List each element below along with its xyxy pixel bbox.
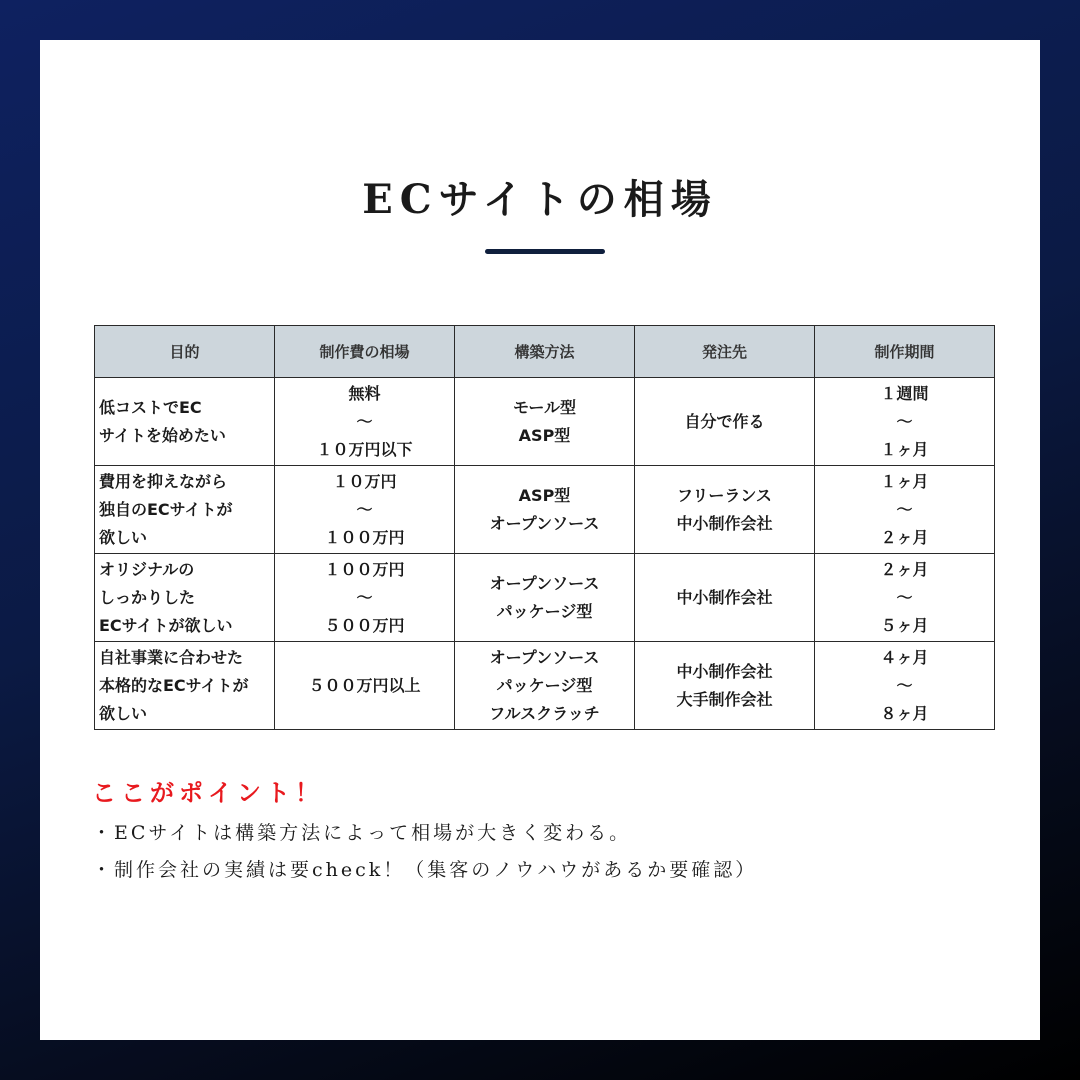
cell-cost — [275, 378, 455, 466]
cell-line: 欲しい — [99, 703, 148, 723]
cell-line: 中小制作会社 — [676, 661, 773, 681]
cell-period — [815, 466, 995, 554]
cell-line: ４ヶ月 — [880, 647, 929, 667]
cell-line: 欲しい — [99, 527, 148, 547]
cell-cost — [275, 466, 455, 554]
cell-line: 〜 — [896, 411, 913, 431]
point-note: ・ECサイトは構築方法によって相場が大きく変わる。 — [92, 822, 632, 844]
table-row — [95, 466, 995, 554]
cell-cost — [275, 642, 455, 730]
page-title: ECサイトの相場 — [362, 176, 718, 223]
cell-method — [455, 554, 635, 642]
header-purpose: 目的 — [95, 326, 275, 378]
cell-line: 中小制作会社 — [676, 587, 773, 607]
cell-line: １０万円以下 — [316, 439, 413, 459]
cell-line: オープンソース — [489, 573, 600, 593]
header-method: 構築方法 — [455, 326, 635, 378]
cell-line: 〜 — [356, 587, 373, 607]
cell-line: 費用を抑えながら — [99, 471, 228, 491]
cell-line: １ヶ月 — [880, 439, 929, 459]
cell-line: ５００万円以上 — [308, 675, 421, 695]
table-header-row — [95, 326, 995, 378]
table-row — [95, 554, 995, 642]
cell-line: 〜 — [896, 587, 913, 607]
point-heading: ここがポイント！ — [92, 779, 324, 807]
cell-method — [455, 466, 635, 554]
cell-line: 〜 — [356, 499, 373, 519]
header-vendor: 発注先 — [635, 326, 815, 378]
cell-line: オリジナルの — [99, 559, 195, 579]
cell-line: 自社事業に合わせた — [99, 647, 244, 667]
pricing-table — [94, 325, 995, 730]
cell-line: フルスクラッチ — [489, 703, 600, 723]
cell-line: 低コストでEC — [99, 397, 202, 417]
cell-line: パッケージ型 — [496, 601, 593, 621]
header-period: 制作期間 — [815, 326, 995, 378]
cell-line: １００万円 — [324, 527, 405, 547]
cell-purpose — [95, 466, 275, 554]
cell-line: ASP型 — [518, 485, 571, 505]
cell-line: ５００万円 — [324, 615, 405, 635]
cell-line: ５ヶ月 — [880, 615, 929, 635]
cell-vendor — [635, 554, 815, 642]
point-notes — [92, 820, 757, 894]
cell-cost — [275, 554, 455, 642]
cell-line: ８ヶ月 — [880, 703, 929, 723]
cell-line: 独自のECサイトが — [99, 499, 233, 519]
cell-purpose — [95, 554, 275, 642]
cell-line: オープンソース — [489, 513, 600, 533]
cell-line: １０万円 — [332, 471, 397, 491]
cell-vendor — [635, 378, 815, 466]
cell-line: オープンソース — [489, 647, 600, 667]
cell-line: 大手制作会社 — [676, 689, 773, 709]
content-card — [40, 40, 1040, 1040]
cell-vendor — [635, 466, 815, 554]
table-row — [95, 378, 995, 466]
cell-line: １週間 — [880, 383, 929, 403]
cell-purpose — [95, 642, 275, 730]
cell-line: 〜 — [356, 411, 373, 431]
cell-vendor — [635, 642, 815, 730]
cell-method — [455, 642, 635, 730]
table-row — [95, 642, 995, 730]
cell-line: 無料 — [348, 383, 381, 403]
cell-period — [815, 642, 995, 730]
cell-line: サイトを始めたい — [99, 425, 226, 445]
cell-purpose — [95, 378, 275, 466]
cell-line: 自分で作る — [684, 411, 765, 431]
cell-period — [815, 554, 995, 642]
cell-line: モール型 — [512, 397, 577, 417]
cell-line: ２ヶ月 — [880, 559, 929, 579]
cell-line: しっかりした — [99, 587, 196, 607]
cell-period — [815, 378, 995, 466]
cell-line: ２ヶ月 — [880, 527, 929, 547]
title-underline — [485, 249, 605, 254]
point-note: ・制作会社の実績は要check！（集客のノウハウがあるか要確認） — [92, 859, 758, 881]
cell-line: 本格的なECサイトが — [99, 675, 249, 695]
cell-line: １００万円 — [324, 559, 405, 579]
cell-line: １ヶ月 — [880, 471, 929, 491]
cell-line: ECサイトが欲しい — [99, 615, 233, 635]
cell-line: 〜 — [896, 675, 913, 695]
cell-line: フリーランス — [677, 485, 772, 505]
cell-method — [455, 378, 635, 466]
cell-line: ASP型 — [518, 425, 571, 445]
cell-line: 中小制作会社 — [676, 513, 773, 533]
cell-line: パッケージ型 — [496, 675, 593, 695]
header-cost: 制作費の相場 — [275, 326, 455, 378]
cell-line: 〜 — [896, 499, 913, 519]
